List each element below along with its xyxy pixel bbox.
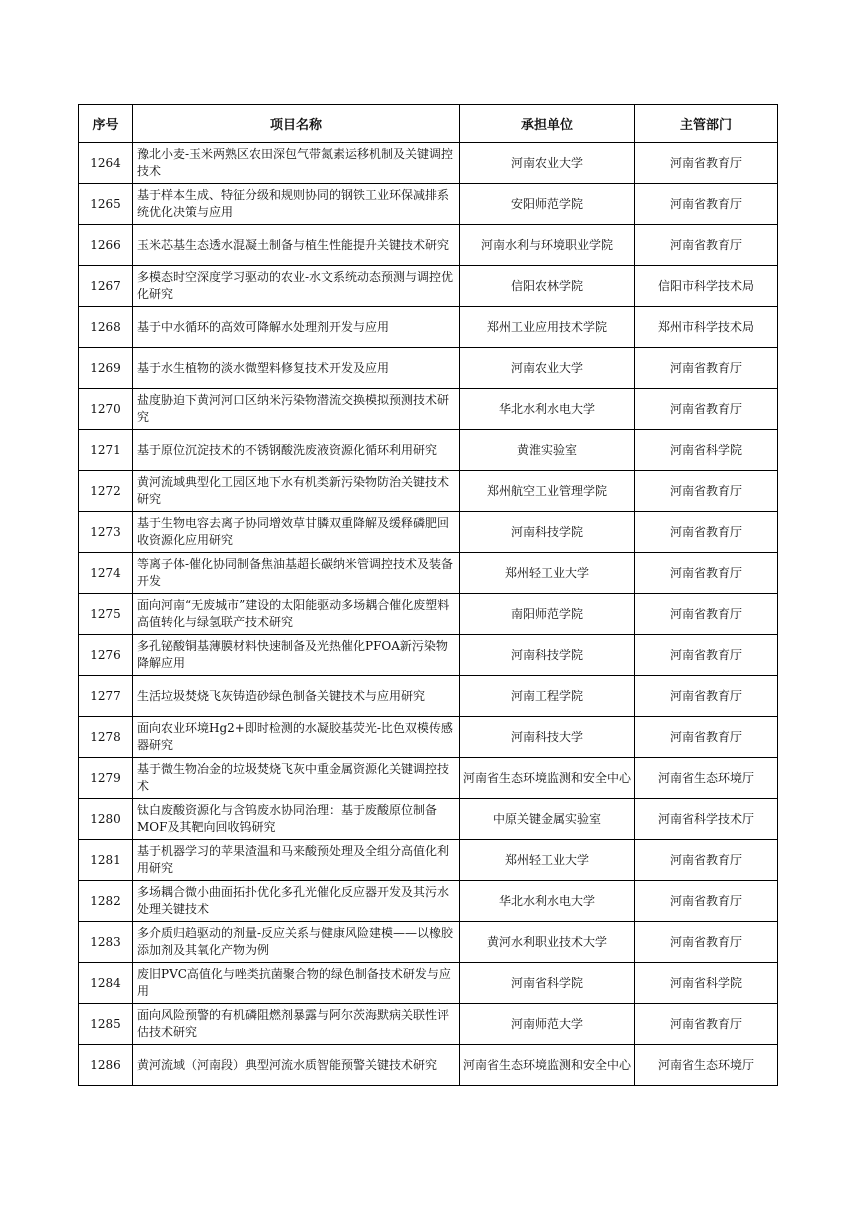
undertaking-unit-cell: 华北水利水电大学 <box>460 389 635 430</box>
serial-number-cell: 1265 <box>79 184 133 225</box>
table-row <box>79 676 778 717</box>
table-row <box>79 430 778 471</box>
table-row <box>79 635 778 676</box>
project-name-cell: 多介质归趋驱动的剂量-反应关系与健康风险建模——以橡胶添加剂及其氧化产物为例 <box>133 922 460 963</box>
undertaking-unit-cell: 黄淮实验室 <box>460 430 635 471</box>
table-row <box>79 594 778 635</box>
serial-number-cell: 1280 <box>79 799 133 840</box>
undertaking-unit-cell: 中原关键金属实验室 <box>460 799 635 840</box>
project-name-cell: 基于水生植物的淡水微塑料修复技术开发及应用 <box>133 348 460 389</box>
supervising-department-cell: 河南省生态环境厅 <box>635 1045 778 1086</box>
undertaking-unit-cell: 郑州工业应用技术学院 <box>460 307 635 348</box>
project-name-cell: 黄河流域（河南段）典型河流水质智能预警关键技术研究 <box>133 1045 460 1086</box>
project-name-cell: 基于生物电容去离子协同增效草甘膦双重降解及缓释磷肥回收资源化应用研究 <box>133 512 460 553</box>
table-body <box>79 143 778 1086</box>
project-table <box>78 104 778 1086</box>
undertaking-unit-cell: 河南省生态环境监测和安全中心 <box>460 1045 635 1086</box>
serial-number-cell: 1270 <box>79 389 133 430</box>
table-row <box>79 717 778 758</box>
undertaking-unit-cell: 河南农业大学 <box>460 143 635 184</box>
supervising-department-cell: 河南省教育厅 <box>635 922 778 963</box>
table-row <box>79 840 778 881</box>
project-name-cell: 生活垃圾焚烧飞灰铸造砂绿色制备关键技术与应用研究 <box>133 676 460 717</box>
supervising-department-cell: 河南省教育厅 <box>635 143 778 184</box>
serial-number-cell: 1281 <box>79 840 133 881</box>
project-name-cell: 基于样本生成、特征分级和规则协同的钢铁工业环保减排系统优化决策与应用 <box>133 184 460 225</box>
project-name-cell: 基于中水循环的高效可降解水处理剂开发与应用 <box>133 307 460 348</box>
project-name-cell: 多场耦合微小曲面拓扑优化多孔光催化反应器开发及其污水处理关键技术 <box>133 881 460 922</box>
serial-number-cell: 1264 <box>79 143 133 184</box>
undertaking-unit-cell: 河南师范大学 <box>460 1004 635 1045</box>
table-row <box>79 266 778 307</box>
table-row <box>79 184 778 225</box>
supervising-department-cell: 河南省教育厅 <box>635 512 778 553</box>
undertaking-unit-cell: 河南工程学院 <box>460 676 635 717</box>
undertaking-unit-cell: 河南农业大学 <box>460 348 635 389</box>
project-name-cell: 黄河流域典型化工园区地下水有机类新污染物防治关键技术研究 <box>133 471 460 512</box>
project-name-cell: 玉米芯基生态透水混凝土制备与植生性能提升关键技术研究 <box>133 225 460 266</box>
supervising-department-cell: 河南省教育厅 <box>635 881 778 922</box>
supervising-department-cell: 河南省教育厅 <box>635 717 778 758</box>
header-project-name: 项目名称 <box>133 105 460 143</box>
undertaking-unit-cell: 黄河水利职业技术大学 <box>460 922 635 963</box>
undertaking-unit-cell: 信阳农林学院 <box>460 266 635 307</box>
serial-number-cell: 1274 <box>79 553 133 594</box>
supervising-department-cell: 河南省教育厅 <box>635 389 778 430</box>
table-row <box>79 471 778 512</box>
supervising-department-cell: 河南省教育厅 <box>635 553 778 594</box>
table-row <box>79 389 778 430</box>
supervising-department-cell: 郑州市科学技术局 <box>635 307 778 348</box>
supervising-department-cell: 河南省教育厅 <box>635 348 778 389</box>
table-row <box>79 1004 778 1045</box>
table-row <box>79 143 778 184</box>
supervising-department-cell: 河南省科学院 <box>635 430 778 471</box>
project-name-cell: 豫北小麦-玉米两熟区农田深包气带氮素运移机制及关键调控技术 <box>133 143 460 184</box>
table-row <box>79 553 778 594</box>
serial-number-cell: 1267 <box>79 266 133 307</box>
project-name-cell: 钛白废酸资源化与含钨废水协同治理：基于废酸原位制备MOF及其靶向回收钨研究 <box>133 799 460 840</box>
supervising-department-cell: 河南省教育厅 <box>635 225 778 266</box>
serial-number-cell: 1268 <box>79 307 133 348</box>
undertaking-unit-cell: 河南科技学院 <box>460 635 635 676</box>
undertaking-unit-cell: 华北水利水电大学 <box>460 881 635 922</box>
project-name-cell: 面向风险预警的有机磷阻燃剂暴露与阿尔茨海默病关联性评估技术研究 <box>133 1004 460 1045</box>
serial-number-cell: 1276 <box>79 635 133 676</box>
serial-number-cell: 1275 <box>79 594 133 635</box>
supervising-department-cell: 河南省教育厅 <box>635 184 778 225</box>
undertaking-unit-cell: 郑州轻工业大学 <box>460 553 635 594</box>
project-name-cell: 多模态时空深度学习驱动的农业-水文系统动态预测与调控优化研究 <box>133 266 460 307</box>
undertaking-unit-cell: 郑州航空工业管理学院 <box>460 471 635 512</box>
serial-number-cell: 1279 <box>79 758 133 799</box>
project-name-cell: 面向农业环境Hg2+即时检测的水凝胶基荧光-比色双模传感器研究 <box>133 717 460 758</box>
table-row <box>79 963 778 1004</box>
serial-number-cell: 1284 <box>79 963 133 1004</box>
project-name-cell: 面向河南“无废城市”建设的太阳能驱动多场耦合催化废塑料高值转化与绿氢联产技术研究 <box>133 594 460 635</box>
supervising-department-cell: 河南省科学技术厅 <box>635 799 778 840</box>
project-name-cell: 多孔铋酸铜基薄膜材料快速制备及光热催化PFOA新污染物降解应用 <box>133 635 460 676</box>
undertaking-unit-cell: 河南科技学院 <box>460 512 635 553</box>
header-serial-number: 序号 <box>79 105 133 143</box>
project-table-container <box>78 104 777 1086</box>
undertaking-unit-cell: 郑州轻工业大学 <box>460 840 635 881</box>
table-row <box>79 758 778 799</box>
header-undertaking-unit: 承担单位 <box>460 105 635 143</box>
supervising-department-cell: 信阳市科学技术局 <box>635 266 778 307</box>
supervising-department-cell: 河南省教育厅 <box>635 594 778 635</box>
supervising-department-cell: 河南省教育厅 <box>635 676 778 717</box>
project-name-cell: 基于机器学习的苹果渣温和马来酸预处理及全组分高值化利用研究 <box>133 840 460 881</box>
table-header-row <box>79 105 778 143</box>
supervising-department-cell: 河南省生态环境厅 <box>635 758 778 799</box>
project-name-cell: 废旧PVC高值化与唑类抗菌聚合物的绿色制备技术研发与应用 <box>133 963 460 1004</box>
serial-number-cell: 1271 <box>79 430 133 471</box>
project-name-cell: 盐度胁迫下黄河河口区纳米污染物潜流交换模拟预测技术研究 <box>133 389 460 430</box>
serial-number-cell: 1286 <box>79 1045 133 1086</box>
undertaking-unit-cell: 河南省科学院 <box>460 963 635 1004</box>
table-row <box>79 799 778 840</box>
table-row <box>79 348 778 389</box>
table-row <box>79 881 778 922</box>
table-row <box>79 307 778 348</box>
table-row <box>79 512 778 553</box>
serial-number-cell: 1273 <box>79 512 133 553</box>
serial-number-cell: 1266 <box>79 225 133 266</box>
serial-number-cell: 1282 <box>79 881 133 922</box>
serial-number-cell: 1278 <box>79 717 133 758</box>
undertaking-unit-cell: 河南水利与环境职业学院 <box>460 225 635 266</box>
supervising-department-cell: 河南省教育厅 <box>635 1004 778 1045</box>
supervising-department-cell: 河南省教育厅 <box>635 840 778 881</box>
serial-number-cell: 1272 <box>79 471 133 512</box>
undertaking-unit-cell: 南阳师范学院 <box>460 594 635 635</box>
serial-number-cell: 1277 <box>79 676 133 717</box>
supervising-department-cell: 河南省科学院 <box>635 963 778 1004</box>
project-name-cell: 基于原位沉淀技术的不锈钢酸洗废液资源化循环利用研究 <box>133 430 460 471</box>
undertaking-unit-cell: 河南省生态环境监测和安全中心 <box>460 758 635 799</box>
project-name-cell: 基于微生物冶金的垃圾焚烧飞灰中重金属资源化关键调控技术 <box>133 758 460 799</box>
serial-number-cell: 1283 <box>79 922 133 963</box>
undertaking-unit-cell: 安阳师范学院 <box>460 184 635 225</box>
table-row <box>79 922 778 963</box>
serial-number-cell: 1269 <box>79 348 133 389</box>
table-row <box>79 1045 778 1086</box>
undertaking-unit-cell: 河南科技大学 <box>460 717 635 758</box>
supervising-department-cell: 河南省教育厅 <box>635 471 778 512</box>
serial-number-cell: 1285 <box>79 1004 133 1045</box>
table-row <box>79 225 778 266</box>
project-name-cell: 等离子体-催化协同制备焦油基超长碳纳米管调控技术及装备开发 <box>133 553 460 594</box>
supervising-department-cell: 河南省教育厅 <box>635 635 778 676</box>
header-supervising-department: 主管部门 <box>635 105 778 143</box>
